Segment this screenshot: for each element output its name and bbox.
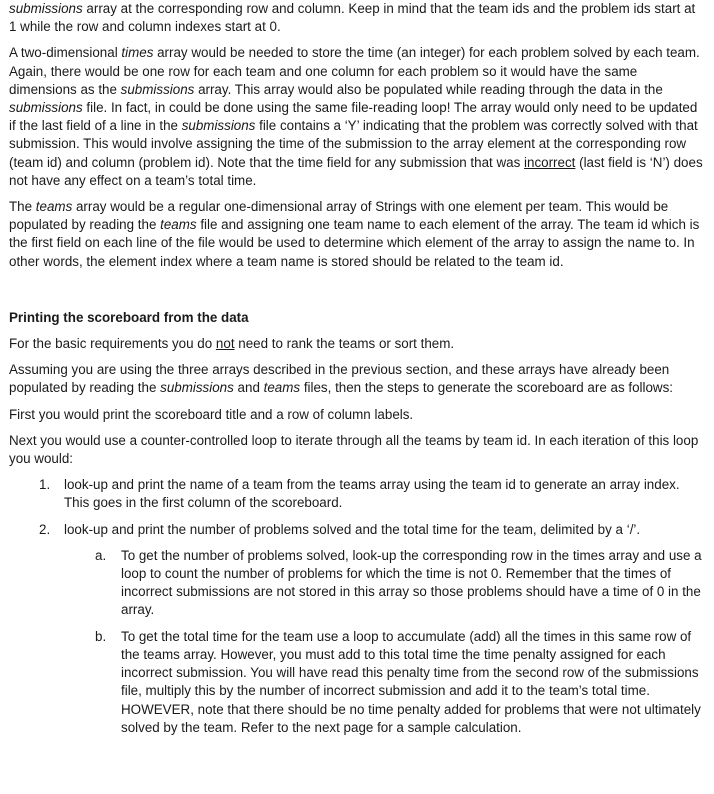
paragraph-times-array [9, 44, 706, 190]
list-number: 1. [39, 477, 51, 493]
paragraph-assumptions [9, 361, 706, 397]
term-teams: teams [263, 380, 301, 396]
paragraph-print-title: First you would print the scoreboard title and a row of column labels. [9, 406, 414, 422]
sub-list-item [9, 547, 706, 620]
text-run: array would be a regular one-dimensional array of Strings with one element per team. This would be populated by reading the [9, 199, 669, 233]
text-run: The [9, 199, 36, 215]
sub-list-item-text: To get the total time for the team use a loop to accumulate (add) all the times in this same row of the teams array. However, you must add to this total time the time penalty assigned for each incorrect submission. You will have read this penalty time from the second row of the submissions file, multiply this by the number of incorrect submission and add it to the team’s total time. HOWEVER, note that there should be no time penalty added for problems that were not ultimately solved by the team. Refer to the next page for a sample calculation. [121, 628, 701, 735]
numbered-list [9, 476, 706, 737]
term-submissions: submissions [9, 100, 83, 116]
text-run: file. In fact, in could be done using the same file-reading loop! The array would only need to be updated if the last field of a line in the [9, 100, 698, 134]
underlined-not: not [215, 336, 235, 352]
list-item [9, 521, 706, 539]
term-submissions: submissions [9, 1, 83, 16]
list-item-text: look-up and print the number of problems solved and the total time for the team, delimited by a ‘/’. [64, 521, 641, 537]
paragraph-basic-requirements [9, 335, 706, 353]
paragraph-loop-intro: Next you would use a counter-controlled loop to iterate through all the teams by team id. In each iteration of this loop you would: [9, 432, 699, 467]
list-item [9, 476, 706, 512]
list-item-text: look-up and print the name of a team from the teams array using the team id to generate an array index. This goes in the first column of the scoreboard. [64, 477, 680, 511]
term-submissions: submissions [120, 81, 195, 97]
list-number: 2. [39, 521, 51, 537]
term-teams: teams [160, 217, 197, 233]
text-run: need to rank the teams or sort them. [234, 336, 455, 352]
text-run: and [233, 380, 264, 396]
term-submissions: submissions [160, 380, 234, 396]
paragraph-teams-array [9, 198, 706, 271]
text-run: For the basic requirements you do [9, 336, 216, 352]
term-submissions: submissions [181, 118, 256, 134]
text-run: Assuming you are using the three arrays described in the previous section, and these arrays have already been populated by reading the [9, 362, 670, 396]
text-run: A two-dimensional [9, 45, 122, 61]
text-run: array. This array would also be populated while reading through the data in the [194, 81, 663, 97]
term-teams: teams [35, 199, 73, 215]
sub-list-item-text: To get the number of problems solved, look-up the corresponding row in the times array and use a loop to count the number of problems for which the time is not 0. Remember that the times of incorrect submissions are not stored in this array so those problems should have a time of 0 in the array. [121, 547, 702, 618]
paragraph-submissions-indexing [9, 0, 706, 36]
term-times: times [121, 45, 154, 61]
sub-list-letter: a. [95, 547, 107, 563]
text-run: array would be needed to store the time (an integer) for each problem solved by each team. Again, there would be one row for each team and one column for each problem so it would have the same dimensions as the [9, 45, 700, 97]
text-run: (last field is ‘N’) does not have any effect on a team’s total time. [9, 154, 703, 188]
section-heading: Printing the scoreboard from the data [9, 309, 249, 325]
text-run: array at the corresponding row and column. Keep in mind that the team ids and the problem ids start at 1 while the row and column indexes start at 0. [9, 1, 696, 35]
sub-list-letter: b. [95, 628, 107, 644]
text-run: file and assigning one team name to each element of the array. The team id which is the first field on each line of the file would be used to determine which element of the array to assign the name to. In other words, the element index where a team name is stored should be related to the team id. [9, 217, 700, 269]
text-run: file contains a ‘Y’ indicating that the problem was correctly solved with that submission. This would involve assigning the time of the submission to the array element at the corresponding row (team id) and column (problem id). Note that the time field for any submission that was [9, 118, 698, 170]
text-run: files, then the steps to generate the scoreboard are as follows: [300, 380, 674, 396]
sub-list-item [9, 628, 706, 737]
underlined-incorrect: incorrect [524, 154, 576, 170]
